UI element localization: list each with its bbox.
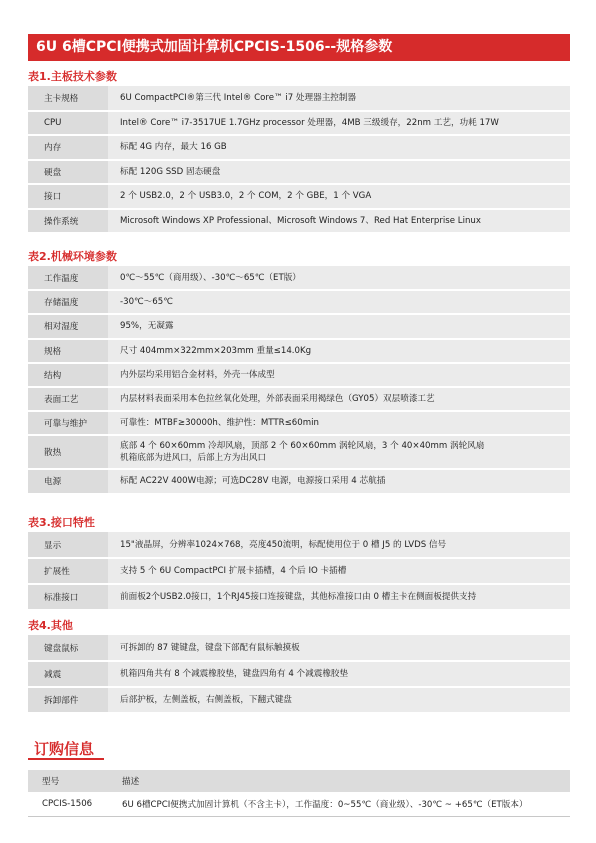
- row-value: [108, 209, 570, 234]
- row-value-text: 底部 4 个 60×60mm 冷却风扇，顶部 2 个 60×60mm 涡轮风扇，3 个 40×40mm 涡轮风扇: [120, 441, 485, 452]
- row-value-text: 支持 5 个 6U CompactPCI 扩展卡插槽，4 个后 IO 卡插槽: [120, 566, 347, 576]
- section-mechanical: [28, 248, 570, 495]
- row-value-text: 前面板2个USB2.0接口，1个RJ45接口连接键盘，其他标准接口由 0 槽主卡在侧面板提供支持: [120, 592, 477, 602]
- spec-table-mainboard: [28, 86, 570, 234]
- row-value-text: 6U CompactPCI®第三代 Intel® Core™ i7 处理器主控制器: [120, 92, 357, 103]
- table-row: [28, 469, 570, 493]
- row-label: 存储温度: [28, 290, 108, 314]
- row-value: [108, 661, 570, 687]
- row-value: [108, 184, 570, 209]
- spec-table-other: [28, 635, 570, 714]
- order-header-description: 描述: [114, 770, 570, 792]
- row-value: [108, 532, 570, 558]
- table-row: [28, 160, 570, 185]
- row-value: [108, 86, 570, 111]
- row-label: 内存: [28, 135, 108, 160]
- row-value: [108, 558, 570, 584]
- table-row: [28, 209, 570, 234]
- order-header-row: [28, 770, 570, 792]
- row-value: [108, 411, 570, 435]
- row-value-text: 标配 120G SSD 固态硬盘: [120, 166, 221, 177]
- row-label: 表面工艺: [28, 387, 108, 411]
- row-label: 结构: [28, 363, 108, 387]
- order-description: 6U 6槽CPCI便携式加固计算机（不含主卡），工作温度：0~55℃（商业级）、-30℃ ~ +65℃（ET版本）: [114, 792, 570, 816]
- row-value-text: 可靠性：MTBF≥30000h、维护性：MTTR≤60min: [120, 418, 319, 429]
- row-label: 电源: [28, 469, 108, 493]
- table-row: [28, 635, 570, 661]
- table-row: [28, 687, 570, 713]
- table-row: [28, 135, 570, 160]
- spec-table-mechanical: [28, 266, 570, 495]
- row-value-text: 95%，无凝露: [120, 321, 174, 332]
- table-row-tall: [28, 435, 570, 469]
- section-mainboard: [28, 68, 570, 234]
- row-value-text: -30℃～65℃: [120, 297, 173, 308]
- row-label: 规格: [28, 339, 108, 363]
- row-label: 操作系统: [28, 209, 108, 234]
- row-value: [108, 387, 570, 411]
- row-value: [108, 135, 570, 160]
- section-title: 表1.主板技术参数: [28, 70, 117, 83]
- row-value-text: 内层材料表面采用本色拉丝氧化处理，外部表面采用褐绿色（GY05）双层喷漆工艺: [120, 394, 435, 405]
- table-row: [28, 266, 570, 290]
- row-label: 显示: [28, 532, 108, 558]
- row-label: 可靠与维护: [28, 411, 108, 435]
- row-value-text: Intel® Core™ i7-3517UE 1.7GHz processor 处理器，4MB 三级缓存，22nm 工艺，功耗 17W: [120, 117, 499, 128]
- row-value: [108, 584, 570, 610]
- row-value: [108, 635, 570, 661]
- row-label: 减震: [28, 661, 108, 687]
- section-title: 表4.其他: [28, 619, 73, 632]
- row-value: [108, 290, 570, 314]
- table-row: [28, 363, 570, 387]
- row-value-text: 标配 4G 内存，最大 16 GB: [120, 142, 227, 153]
- table-row: [28, 290, 570, 314]
- section-title: 表2.机械环境参数: [28, 250, 117, 263]
- section-other: [28, 617, 570, 714]
- row-label: 工作温度: [28, 266, 108, 290]
- row-value: [108, 339, 570, 363]
- section-title: 表3.接口特性: [28, 516, 95, 529]
- row-value: [108, 363, 570, 387]
- table-row: [28, 411, 570, 435]
- row-value-text: Microsoft Windows XP Professional、Microsoft Windows 7、Red Hat Enterprise Linux: [120, 215, 481, 226]
- row-label: 相对湿度: [28, 314, 108, 338]
- row-label: 扩展性: [28, 558, 108, 584]
- order-row: [28, 792, 570, 816]
- row-label: 拆卸部件: [28, 687, 108, 713]
- table-row: [28, 86, 570, 111]
- table-row: [28, 661, 570, 687]
- order-title-underline: [28, 758, 104, 760]
- row-value: [108, 435, 570, 469]
- table-row: [28, 558, 570, 584]
- page-title: 6U 6槽CPCI便携式加固计算机CPCIS-1506--规格参数: [36, 39, 393, 55]
- row-value-text: 机箱四角共有 8 个减震橡胶垫，键盘四角有 4 个减震橡胶垫: [120, 669, 349, 679]
- section-interface: [28, 514, 570, 611]
- row-value-text: 可拆卸的 87 键键盘，键盘下部配有鼠标触摸板: [120, 642, 300, 653]
- row-label: 主卡规格: [28, 86, 108, 111]
- spec-table-interface: [28, 532, 570, 611]
- order-header-model: 型号: [28, 770, 114, 792]
- row-value-text: 内外层均采用铝合金材料，外壳一体成型: [120, 369, 275, 380]
- row-value: [108, 111, 570, 136]
- row-value: [108, 687, 570, 713]
- row-label: 硬盘: [28, 160, 108, 185]
- row-value: [108, 266, 570, 290]
- table-row: [28, 111, 570, 136]
- row-label: 键盘鼠标: [28, 635, 108, 661]
- row-value: [108, 469, 570, 493]
- order-table: [28, 770, 570, 817]
- row-value-text: 15"液晶屏，分辨率1024×768，亮度450流明，标配使用位于 0 槽 J5 的 LVDS 信号: [120, 539, 447, 550]
- row-value-text: 0℃～55℃（商用级）、-30℃～65℃（ET版）: [120, 272, 301, 283]
- table-row: [28, 184, 570, 209]
- order-model: CPCIS-1506: [28, 792, 114, 816]
- table-row: [28, 314, 570, 338]
- row-value-text: 标配 AC22V 400W电源；可选DC28V 电源，电源接口采用 4 芯航插: [120, 476, 386, 487]
- order-info-title: 订购信息: [34, 740, 95, 758]
- table-row: [28, 387, 570, 411]
- table-row: [28, 339, 570, 363]
- row-label: 散热: [28, 435, 108, 469]
- row-value: [108, 314, 570, 338]
- row-label: 接口: [28, 184, 108, 209]
- row-value-text: 尺寸 404mm×322mm×203mm 重量≤14.0Kg: [120, 345, 312, 356]
- row-value-text: 机箱底部为进风口，后部上方为出风口: [120, 453, 267, 464]
- table-row: [28, 532, 570, 558]
- page-title-banner: [28, 34, 570, 61]
- row-label: CPU: [28, 111, 108, 136]
- table-row: [28, 584, 570, 610]
- row-value-text: 2 个 USB2.0，2 个 USB3.0，2 个 COM，2 个 GBE，1 个 VGA: [120, 191, 372, 202]
- row-value-text: 后部护板，左侧盖板，右侧盖板，下翻式键盘: [120, 695, 292, 705]
- row-label: 标准接口: [28, 584, 108, 610]
- row-value: [108, 160, 570, 185]
